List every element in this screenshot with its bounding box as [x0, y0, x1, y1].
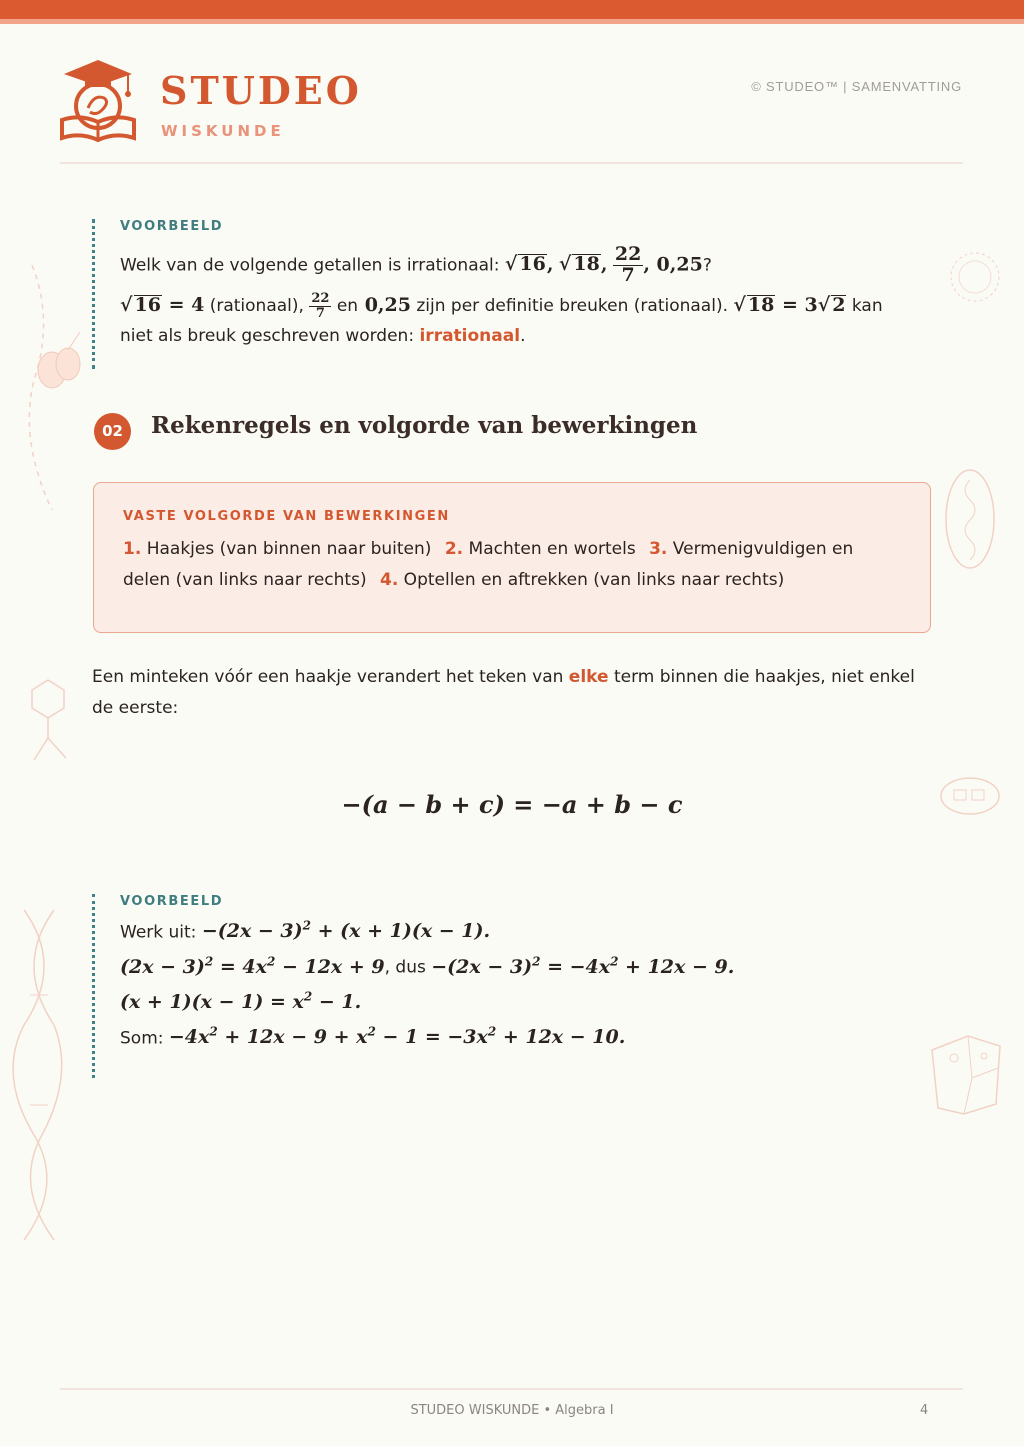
decorative-sketch-left-icon	[14, 260, 84, 520]
step-text-1: Haakjes (van binnen naar buiten)	[141, 539, 432, 559]
line2-text: , dus	[384, 957, 432, 978]
example-question: Welk van de volgende getallen is irrationaal: √ 16, √ 18, $\frac{22}{7}$ , 0,25?	[120, 243, 712, 286]
top-accent-stripe	[0, 19, 1024, 24]
header-divider	[60, 162, 963, 164]
answer-text-2: en	[331, 296, 359, 317]
highlight-each: elke	[568, 667, 609, 687]
step-text-4: Optellen en aftrekken (van links naar rechts)	[398, 570, 785, 590]
example-box-expand	[92, 894, 734, 1078]
decorative-oval-icon	[942, 466, 998, 572]
decorative-map-icon	[928, 1028, 1004, 1120]
footer-text: STUDEO WISKUNDE • Algebra I	[410, 1403, 614, 1418]
step-text-2: Machten en wortels	[463, 539, 636, 559]
answer-fraction: $\frac{22}{7}$	[311, 290, 330, 321]
step-number-4: 4.	[379, 570, 399, 590]
section-title: Rekenregels en volgorde van bewerkingen	[151, 412, 698, 439]
example2-line-4: Som: $-4x^2 + 12x - 9 + x^2 - 1 = -3x^2 + 12x - 10$.	[120, 1024, 626, 1049]
fraction-22-7: $\frac{22}{7}$	[614, 243, 642, 286]
sqrt-18: 18	[573, 253, 600, 276]
question-mark: ?	[702, 255, 712, 276]
order-of-operations-box	[93, 482, 931, 633]
question-text: Welk van de volgende getallen is irrationaal:	[120, 255, 500, 276]
example-box-irrational	[92, 219, 883, 369]
answer-sqrt-2: 2	[832, 294, 846, 317]
answer-equals-3: = 3	[775, 294, 818, 317]
rulebox-label: VASTE VOLGORDE VAN BEWERKINGEN	[123, 509, 450, 524]
brand-name: STUDEO	[160, 68, 362, 113]
answer-text-5: niet als breuk geschreven worden:	[120, 326, 415, 347]
minus-sign-paragraph	[92, 662, 922, 724]
step-number-3: 3.	[649, 539, 668, 559]
copyright-note: © STUDEO™ | SAMENVATTING	[751, 79, 962, 94]
footer-divider	[60, 1388, 963, 1390]
example2-line-1: Werk uit: $-(2x - 3)^2 + (x + 1)(x - 1)$.	[120, 919, 491, 943]
step-number-1: 1.	[123, 539, 142, 559]
example-answer-line2	[120, 326, 883, 346]
example2-line-3: $(x + 1)(x - 1) = x^2 - 1$.	[120, 989, 362, 1013]
sqrt-16: 16	[519, 253, 546, 276]
brand-subject: WISKUNDE	[161, 122, 285, 140]
answer-text-4: kan	[846, 296, 883, 317]
example-label: VOORBEELD	[120, 894, 224, 909]
decorative-molecule-icon	[26, 676, 76, 766]
line4-text: Som:	[120, 1028, 169, 1049]
answer-decimal: 0,25	[358, 294, 411, 317]
section-number-badge: 02	[94, 413, 131, 450]
paragraph-text-2: term binnen die haakjes, niet enkel de eerste:	[92, 667, 915, 718]
highlight-irrational: irrationaal	[419, 326, 521, 347]
answer-text-3: zijn per definitie breuken (rationaal).	[410, 296, 728, 317]
page-number: 4	[920, 1403, 929, 1418]
decorative-dna-icon	[8, 905, 78, 1245]
example-answer-line1: √ 16 = 4 (rationaal), $\frac{22}{7}$ en 0,25 zijn per definitie breuken (rationaal). √ 18 = 3√ 2 kan	[120, 290, 883, 321]
studeo-logo-icon	[58, 58, 138, 144]
decorative-circle-icon	[948, 250, 1002, 304]
display-equation: −(a − b + c) = −a + b − c	[341, 790, 683, 819]
step-text-3: Vermenigvuldigen en delen (van links naar rechts)	[123, 539, 854, 590]
answer-text-1: (rationaal),	[204, 296, 304, 317]
top-accent-bar	[0, 0, 1024, 19]
decimal-value: , 0,25	[643, 253, 703, 276]
step-number-2: 2.	[444, 539, 464, 559]
answer-sqrt-18: 18	[747, 294, 775, 317]
example2-line-2: $(2x - 3)^2 = 4x^2 - 12x + 9$, dus $-(2x - 3)^2 = -4x^2 + 12x - 9$.	[120, 954, 735, 978]
line1-text: Werk uit:	[120, 922, 202, 943]
rulebox-steps	[123, 534, 901, 596]
answer-sqrt-16: 16	[134, 294, 161, 317]
paragraph-text-1: Een minteken vóór een haakje verandert het teken van	[92, 667, 569, 687]
answer-equals-4: = 4	[161, 294, 205, 317]
example-label: VOORBEELD	[120, 219, 224, 234]
answer-period: .	[520, 326, 526, 347]
